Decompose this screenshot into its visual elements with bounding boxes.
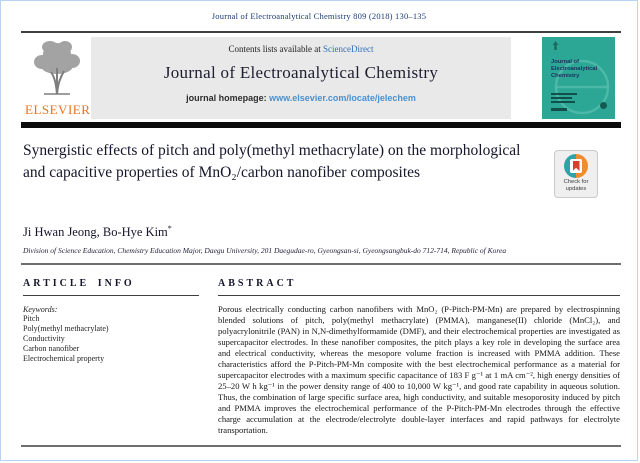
homepage-line (91, 93, 511, 103)
elsevier-tree-icon (29, 83, 85, 100)
cover-publisher-mark (551, 108, 567, 111)
corresponding-author-marker[interactable]: * (167, 224, 172, 233)
crossmark-label-line1: Check for (563, 179, 589, 185)
keywords-label: Keywords: (23, 305, 58, 315)
affiliation: Division of Science Education, Chemistry Education Major, Daegu University, 201 Daegudae-ro, Gyeongsan-si, Gyeongsangbuk-do 712-714, Republic of Korea (23, 246, 507, 255)
top-divider (21, 31, 621, 33)
crossmark-label-line2: updates (565, 185, 587, 192)
journal-cover-thumbnail[interactable] (542, 37, 615, 119)
elsevier-wordmark: ELSEVIER (25, 102, 91, 117)
crossmark-bookmark-icon (573, 161, 580, 171)
cover-text-line (551, 93, 577, 95)
homepage-label: journal homepage: (186, 93, 270, 103)
crossmark-icon (564, 154, 588, 178)
crossmark-badge[interactable] (554, 150, 598, 198)
authors (23, 224, 172, 240)
abstract-heading: ABSTRACT (218, 278, 297, 289)
header-divider-bar (21, 122, 621, 128)
journal-citation: Journal of Electroanalytical Chemistry 809 (2018) 130–135 (211, 11, 427, 21)
abstract-section (218, 278, 620, 436)
article-title: Synergistic effects of pitch and poly(methyl methacrylate) on the morphological and capacitive properties of MnO₂/carbon nanofiber composites (23, 142, 521, 181)
keyword-item: Poly(methyl methacrylate) (23, 324, 109, 334)
crossmark-label (555, 179, 597, 192)
article-info-section (23, 278, 199, 364)
journal-title: Journal of Electroanalytical Chemistry (163, 63, 439, 82)
keyword-item: Conductivity (23, 334, 65, 344)
keyword-item: Electrochemical property (23, 354, 105, 364)
elsevier-logo[interactable] (25, 38, 89, 120)
bottom-divider (21, 445, 621, 447)
author-names: Ji Hwan Jeong, Bo-Hye Kim (23, 225, 168, 240)
cover-text-line (551, 101, 575, 103)
keyword-item: Pitch (23, 314, 40, 324)
article-info-heading: ARTICLE INFO (23, 278, 135, 289)
homepage-link[interactable]: www.elsevier.com/locate/jelechem (269, 93, 416, 103)
cover-text-line (551, 97, 572, 99)
article-info-heading-rule (23, 295, 199, 296)
abstract-heading-rule (218, 295, 620, 296)
journal-banner (91, 37, 511, 119)
section-divider (21, 263, 621, 265)
contents-line (91, 44, 511, 54)
contents-text: Contents lists available at (228, 44, 323, 54)
crossmark-chip (570, 159, 582, 173)
cover-dot-icon (600, 102, 607, 109)
cover-journal-title: Journal of Electroanalytical Chemistry (551, 59, 598, 79)
keyword-item: Carbon nanofiber (23, 344, 80, 354)
abstract-text: Porous electrically conducting carbon nanofibers with MnO₂ (P-Pitch-PM-Mn) are prepared by electrospinning blended solutions of pitch, poly(methyl methacrylate) (PMMA), manganese(II) chloride (MnCl₂), and polyacrylonitrile (PAN) in N,N-dimethylformamide (DMF), and their electrochemical properties are investigated as supercapacitor electrodes. In these nanofiber composites, the pitch plays a key role in developing the surface area and electrical conductivity, whereas the mesopore volume fraction is increased with PMMA addition. These characteristics afford the P-Pitch-PM-Mn composite with the best electrochemical performance as a material for supercapacitor electrodes with a maximum specific capacitance of 183 F g⁻¹ at 1 mA cm⁻², high energy densities of 25–20 W h kg⁻¹ in the power density range of 400 to 10,000 W kg⁻¹, and good rate capability in aqueous solution. Thus, the combination of large specific surface area, high conductivity, and suitable mesoporosity induced by pitch and PMMA improves the electrochemical performance of the P-Pitch-PM-Mn electrodes through the effective charge accumulation at the electrode/electrolyte double-layer interfaces and rapid pathways for electrolyte transportation. (218, 304, 620, 436)
sciencedirect-link[interactable]: ScienceDirect (323, 44, 374, 54)
